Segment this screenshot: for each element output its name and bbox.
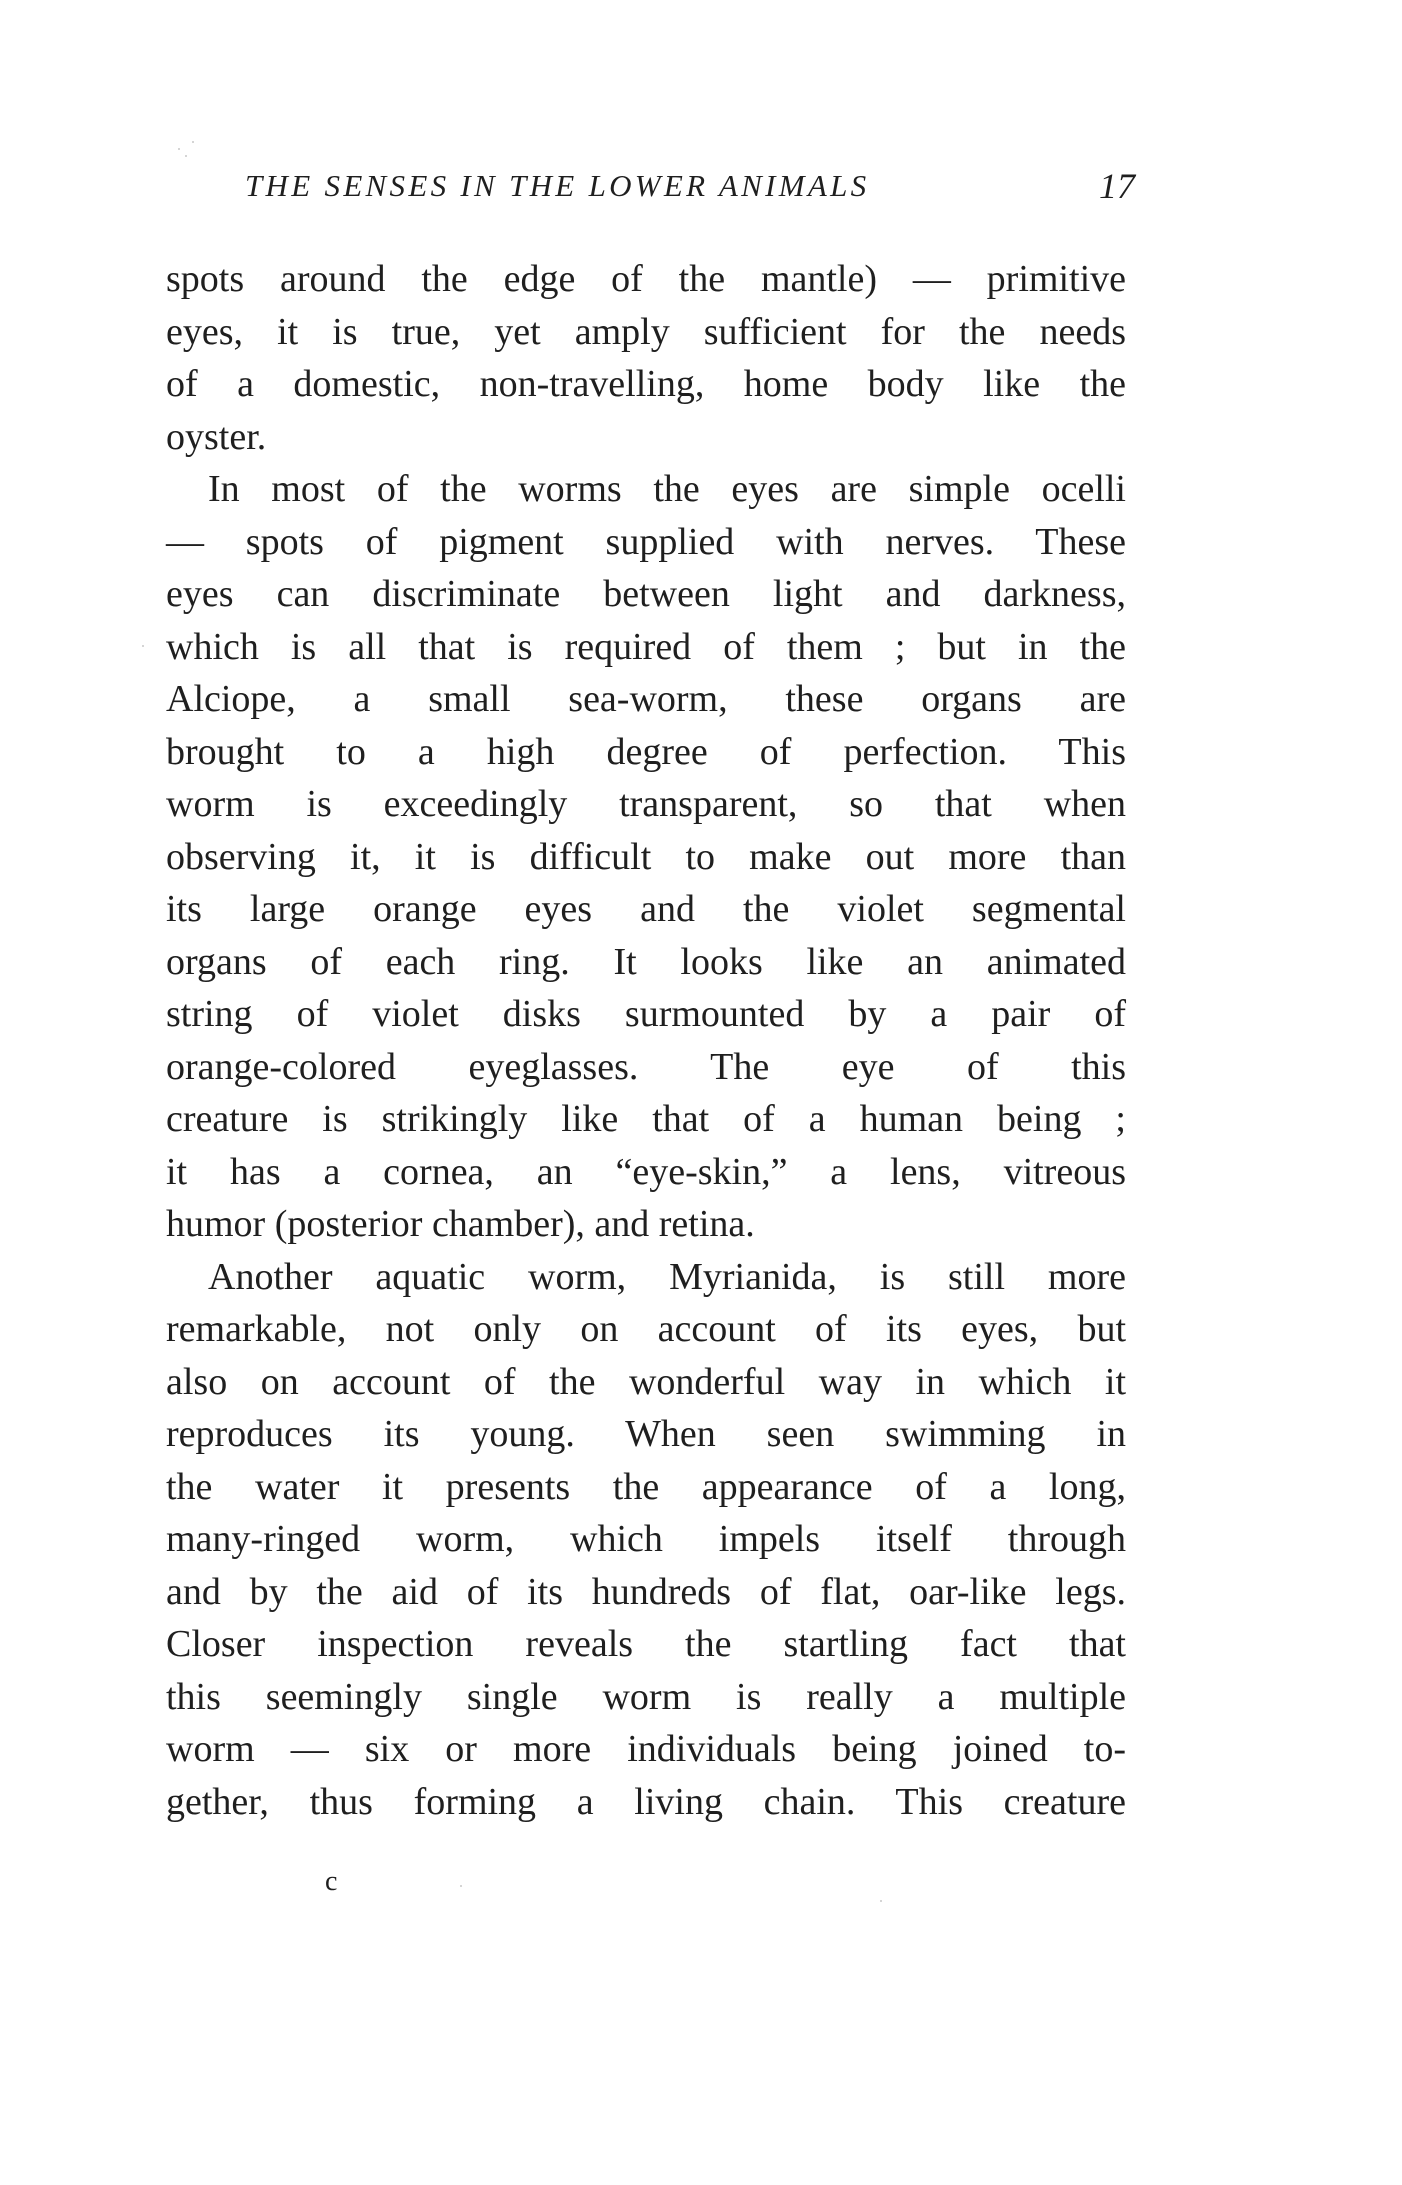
- text-line: string of violet disks surmounted by a pair of: [166, 993, 1126, 1035]
- running-head: [245, 165, 1135, 215]
- body-text: [166, 253, 1126, 1828]
- paper-speck: [192, 141, 194, 143]
- text-line: gether, thus forming a living chain. This creature: [166, 1780, 1126, 1823]
- text-line: many-ringed worm, which impels itself through: [166, 1518, 1126, 1560]
- paper-speck: [880, 1900, 882, 1902]
- text-line: creature is strikingly like that of a human being ;: [166, 1098, 1126, 1140]
- text-line: remarkable, not only on account of its eyes, but: [166, 1308, 1126, 1350]
- text-line: it has a cornea, an “eye-skin,” a lens, vitreous: [166, 1150, 1126, 1193]
- text-line: worm is exceedingly transparent, so that when: [166, 783, 1126, 825]
- text-line: brought to a high degree of perfection. This: [166, 730, 1126, 773]
- text-line: and by the aid of its hundreds of flat, oar-like legs.: [166, 1570, 1126, 1613]
- text-line: Closer inspection reveals the startling fact that: [166, 1623, 1126, 1665]
- text-line: oyster.: [166, 415, 267, 458]
- text-line: spots around the edge of the mantle) — primitive: [166, 258, 1126, 300]
- text-line: the water it presents the appearance of a long,: [166, 1465, 1126, 1508]
- text-line: its large orange eyes and the violet segmental: [166, 888, 1126, 930]
- text-line: which is all that is required of them ; but in the: [166, 625, 1126, 668]
- text-line: humor (posterior chamber), and retina.: [166, 1203, 755, 1245]
- text-line: also on account of the wonderful way in which it: [166, 1360, 1126, 1403]
- text-line: eyes can discriminate between light and darkness,: [166, 573, 1126, 615]
- text-line: organs of each ring. It looks like an animated: [166, 940, 1126, 983]
- text-line: Another aquatic worm, Myrianida, is still more: [208, 1255, 1126, 1298]
- page-number: 17: [1099, 166, 1135, 206]
- running-title: THE SENSES IN THE LOWER ANIMALS: [245, 168, 870, 203]
- paper-speck: [185, 155, 187, 157]
- text-line: this seemingly single worm is really a multiple: [166, 1675, 1126, 1718]
- text-line: — spots of pigment supplied with nerves. These: [166, 520, 1126, 563]
- paper-speck: [178, 148, 180, 150]
- text-line: of a domestic, non-travelling, home body like the: [166, 363, 1126, 405]
- text-line: observing it, it is difficult to make out more than: [166, 835, 1126, 878]
- text-line: In most of the worms the eyes are simple ocelli: [208, 468, 1126, 510]
- text-line: Alciope, a small sea-worm, these organs are: [166, 678, 1126, 720]
- paper-speck: [142, 645, 144, 647]
- text-line: worm — six or more individuals being joined to-: [166, 1728, 1126, 1770]
- signature-mark: c: [325, 1866, 338, 1897]
- text-line: reproduces its young. When seen swimming in: [166, 1413, 1126, 1455]
- paper-speck: [460, 1885, 462, 1887]
- text-line: eyes, it is true, yet amply sufficient for the needs: [166, 310, 1126, 353]
- text-line: orange-colored eyeglasses. The eye of this: [166, 1045, 1126, 1088]
